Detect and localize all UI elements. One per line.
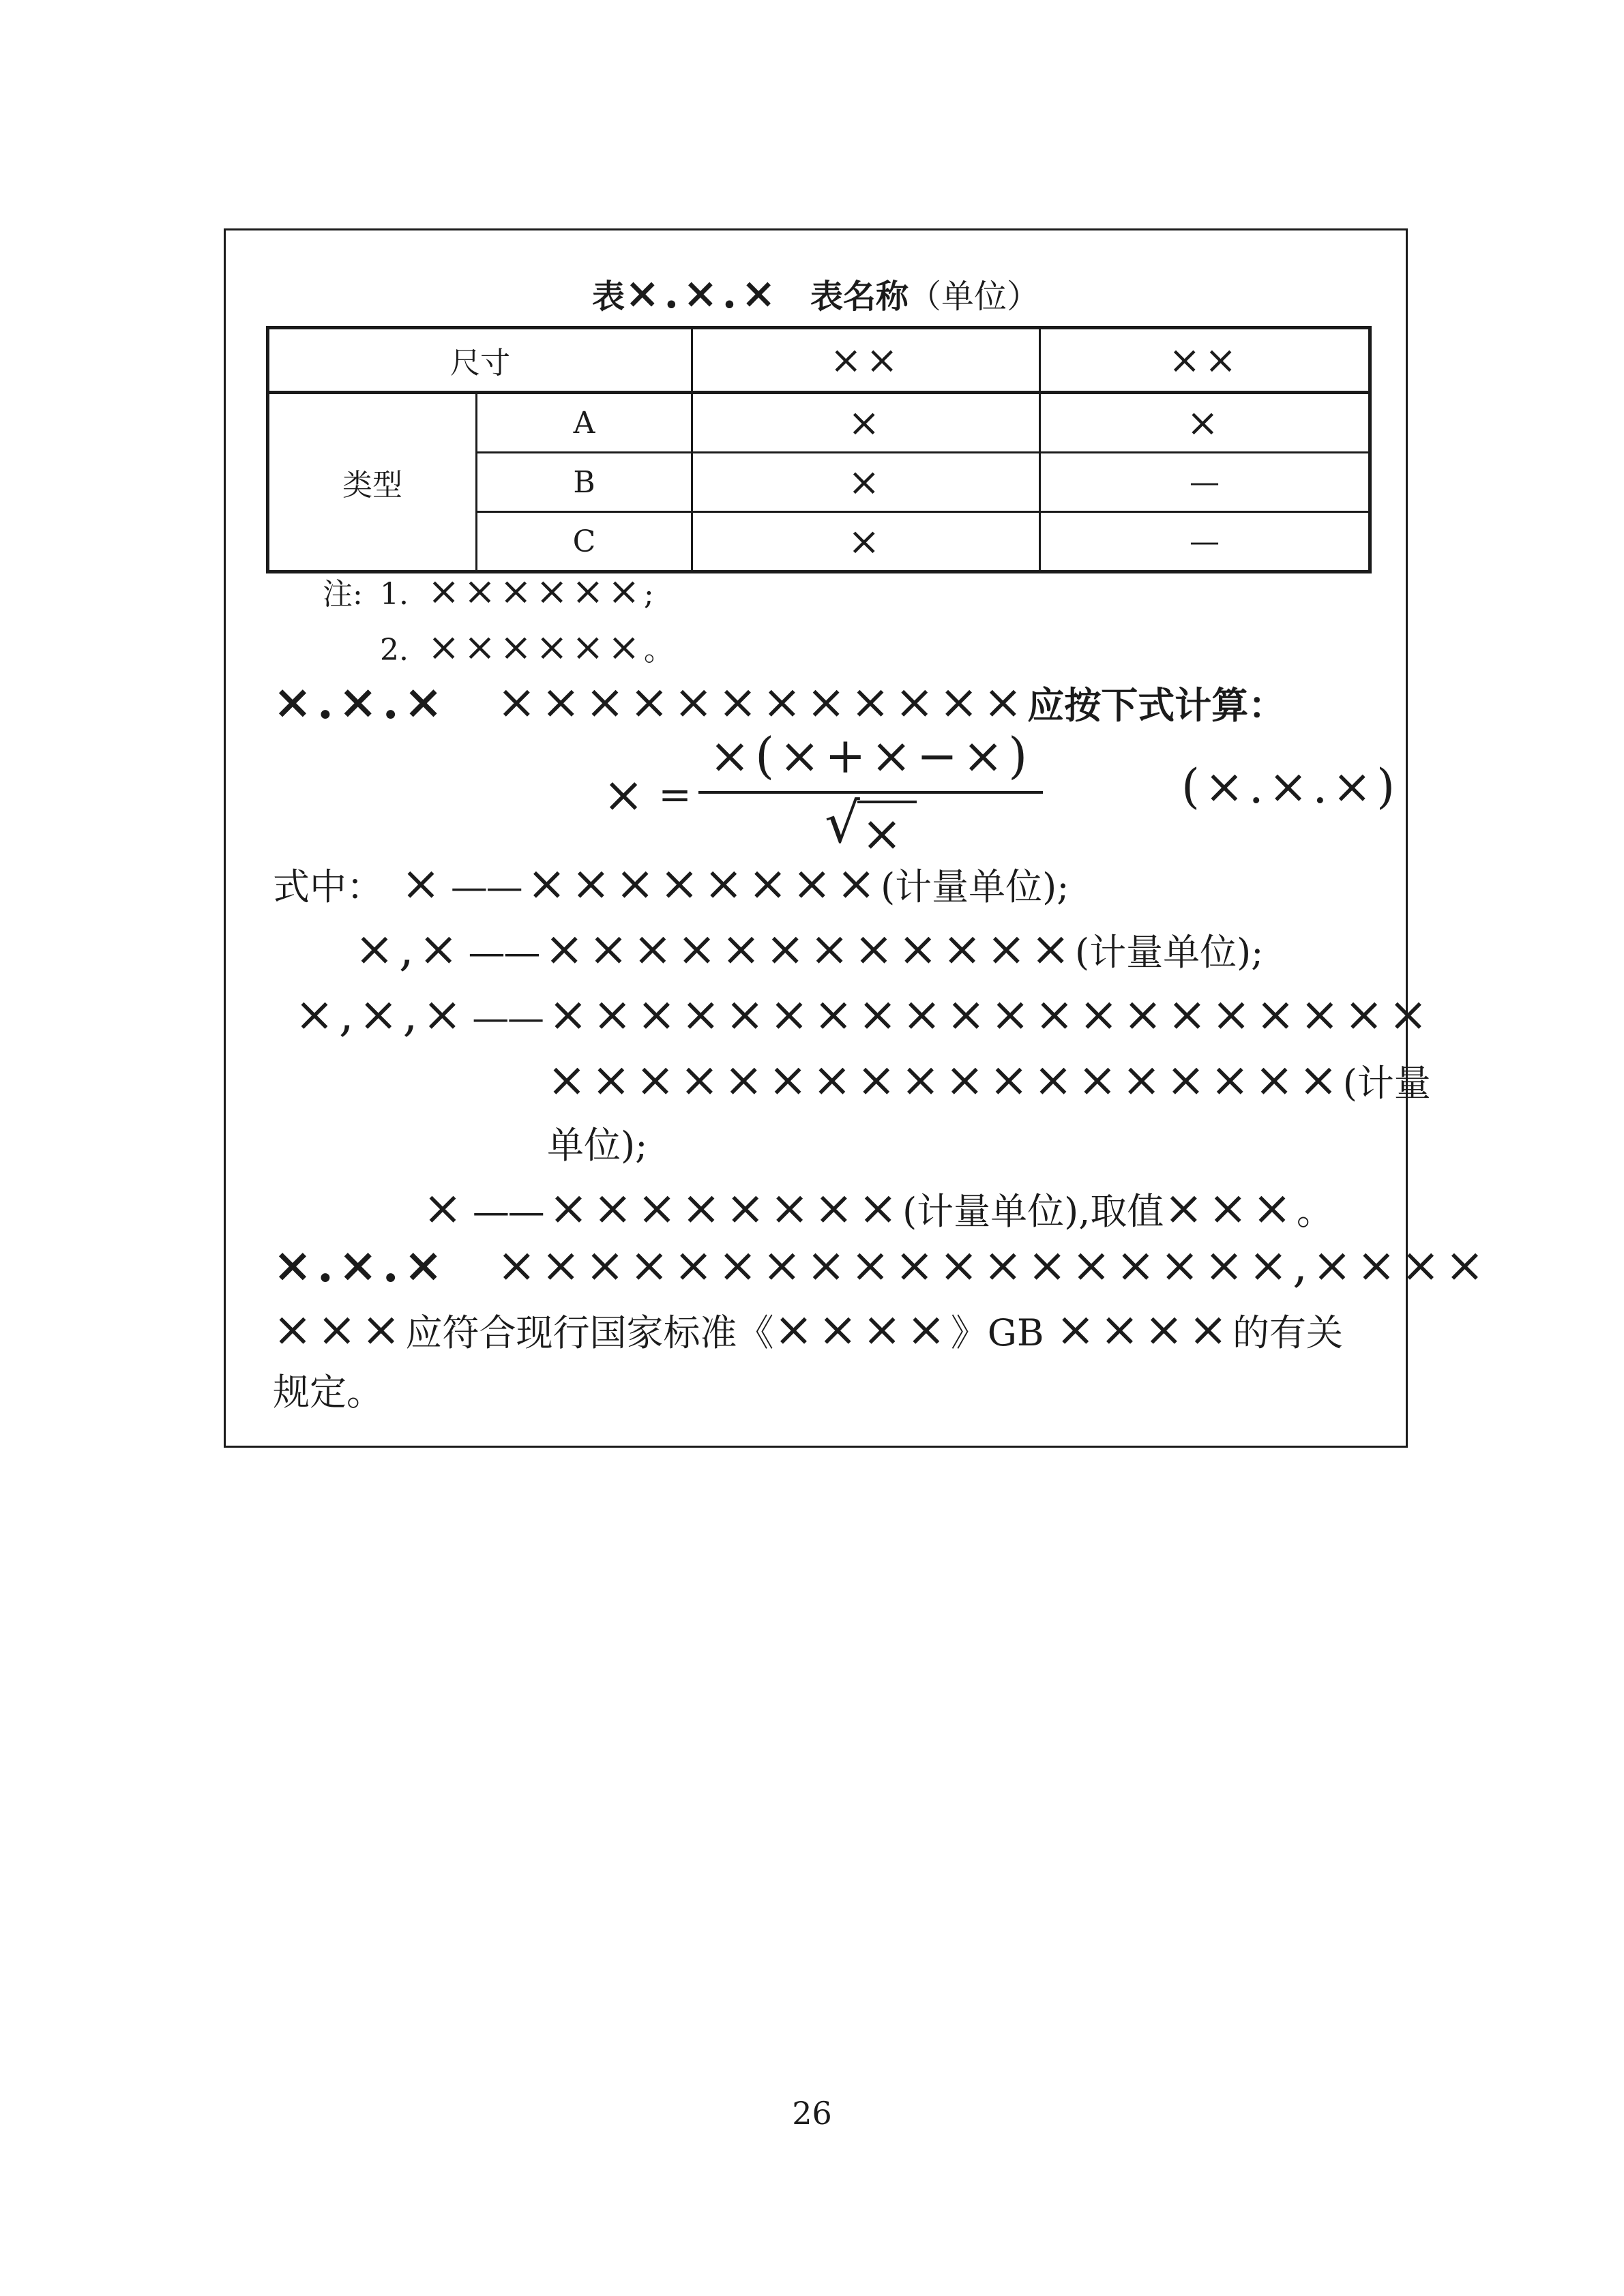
- symbol: ×,×,×: [295, 987, 467, 1042]
- note-text: ××××××: [428, 625, 644, 670]
- table-caption-number: ×.×.×: [625, 269, 780, 318]
- table-header-row: [268, 328, 1370, 393]
- header-col1-value: ××: [829, 338, 902, 383]
- placeholder: ××××: [773, 1302, 951, 1357]
- cell-value: —: [1190, 464, 1220, 500]
- example-table: [266, 326, 1372, 573]
- definition-dash: ——: [472, 1190, 544, 1233]
- definition-dash: ——: [472, 996, 543, 1039]
- table-caption: [224, 271, 1408, 318]
- note-number: 1.: [380, 577, 409, 612]
- table-caption-name: 表名称: [810, 278, 909, 316]
- value-cell: [1040, 453, 1370, 512]
- clause1-lead-text: 应按下式计算：: [1027, 683, 1286, 727]
- where-line-2: [355, 922, 1263, 980]
- symbol: ×: [401, 856, 445, 911]
- equation-number-text: (×.×.×): [1181, 760, 1400, 814]
- definition-end: 。: [1296, 1190, 1333, 1233]
- fraction: [698, 727, 1044, 862]
- where-line-1: [273, 856, 1069, 914]
- cell-value: ×: [848, 400, 884, 445]
- clause2-line-1: [273, 1238, 1489, 1296]
- clause1-placeholder: ××××××××××××: [497, 675, 1028, 730]
- table-caption-unit: （单位）: [908, 278, 1039, 316]
- table-note-1: [323, 570, 654, 616]
- text: 规定。: [273, 1371, 383, 1414]
- placeholder: ××××: [1055, 1302, 1233, 1357]
- row-group-cell: 类型: [268, 393, 477, 572]
- text: 的有关: [1232, 1311, 1344, 1354]
- where-line-4: [423, 1181, 1333, 1239]
- header-cell-col1: [692, 328, 1040, 393]
- header-col2-value: ××: [1168, 338, 1241, 383]
- definition-placeholder: ××××××××××××: [544, 922, 1076, 976]
- fraction-numerator: ×(×+×−×): [698, 727, 1044, 794]
- header-cell-col2: [1040, 328, 1370, 393]
- definition-unit-open: (计量: [1342, 1062, 1431, 1105]
- symbol: ×,×: [355, 922, 463, 976]
- table-caption-prefix: 表: [592, 278, 625, 316]
- value-placeholder: ×××: [1164, 1181, 1297, 1236]
- definition-placeholder: ××××××××××××××××××: [547, 1053, 1343, 1107]
- note-number: 2.: [380, 633, 409, 668]
- fraction-denominator: [825, 794, 917, 862]
- type-cell: C: [477, 512, 692, 572]
- where-label: 式中：: [273, 865, 383, 908]
- symbol: ×: [423, 1181, 467, 1236]
- definition-placeholder: ××××××××: [527, 856, 881, 911]
- definition-unit: (计量单位),取值: [902, 1190, 1164, 1233]
- radicand: ×: [857, 801, 917, 862]
- cell-value: —: [1190, 524, 1220, 559]
- value-cell: [1040, 393, 1370, 453]
- definition-unit-close: 单位);: [547, 1124, 648, 1167]
- header-cell-dimension: 尺寸: [268, 328, 692, 393]
- clause2-line-2: [273, 1302, 1343, 1360]
- note-label: 注:: [323, 577, 363, 612]
- value-cell: [692, 453, 1040, 512]
- definition-placeholder: ××××××××××××××××××××: [548, 987, 1433, 1042]
- clause2-line-3: [273, 1365, 383, 1420]
- definition-dash: ——: [450, 865, 522, 908]
- definition-unit: (计量单位);: [1075, 931, 1264, 974]
- formula-lhs: ×: [603, 766, 649, 823]
- formula: [603, 727, 1043, 862]
- definition-dash: ——: [468, 931, 540, 974]
- where-line-3: [295, 987, 1432, 1045]
- definition-placeholder: ××××××××: [548, 1181, 903, 1236]
- definition-unit: (计量单位);: [881, 865, 1069, 908]
- value-cell: [692, 393, 1040, 453]
- cell-value: ×: [1186, 400, 1223, 445]
- value-cell: [1040, 512, 1370, 572]
- radical-sign: √: [825, 792, 860, 856]
- cell-value: ×: [848, 460, 884, 505]
- where-line-3-continued: [547, 1053, 1431, 1111]
- note-punct: ;: [643, 577, 654, 612]
- equation-number: [1181, 760, 1400, 818]
- clause1-heading: [273, 675, 1285, 733]
- clause2-placeholder: ××××××××××××××××××,××××: [497, 1238, 1490, 1293]
- clause2-number: ×.×.×: [273, 1238, 448, 1293]
- note-text: ××××××: [428, 569, 644, 614]
- type-cell: A: [477, 393, 692, 453]
- cell-value: ×: [848, 519, 884, 564]
- where-line-3-continued-2: [547, 1118, 647, 1173]
- value-cell: [692, 512, 1040, 572]
- text: 》GB: [950, 1311, 1056, 1354]
- table-row: [268, 393, 1370, 453]
- page-number: 26: [792, 2095, 832, 2132]
- table-note-2: [323, 626, 674, 672]
- equals-sign: =: [658, 771, 692, 818]
- placeholder: ×××: [273, 1302, 406, 1357]
- type-cell: B: [477, 453, 692, 512]
- clause1-number: ×.×.×: [273, 674, 448, 730]
- note-punct: 。: [643, 633, 674, 668]
- text: 应符合现行国家标准《: [405, 1311, 774, 1354]
